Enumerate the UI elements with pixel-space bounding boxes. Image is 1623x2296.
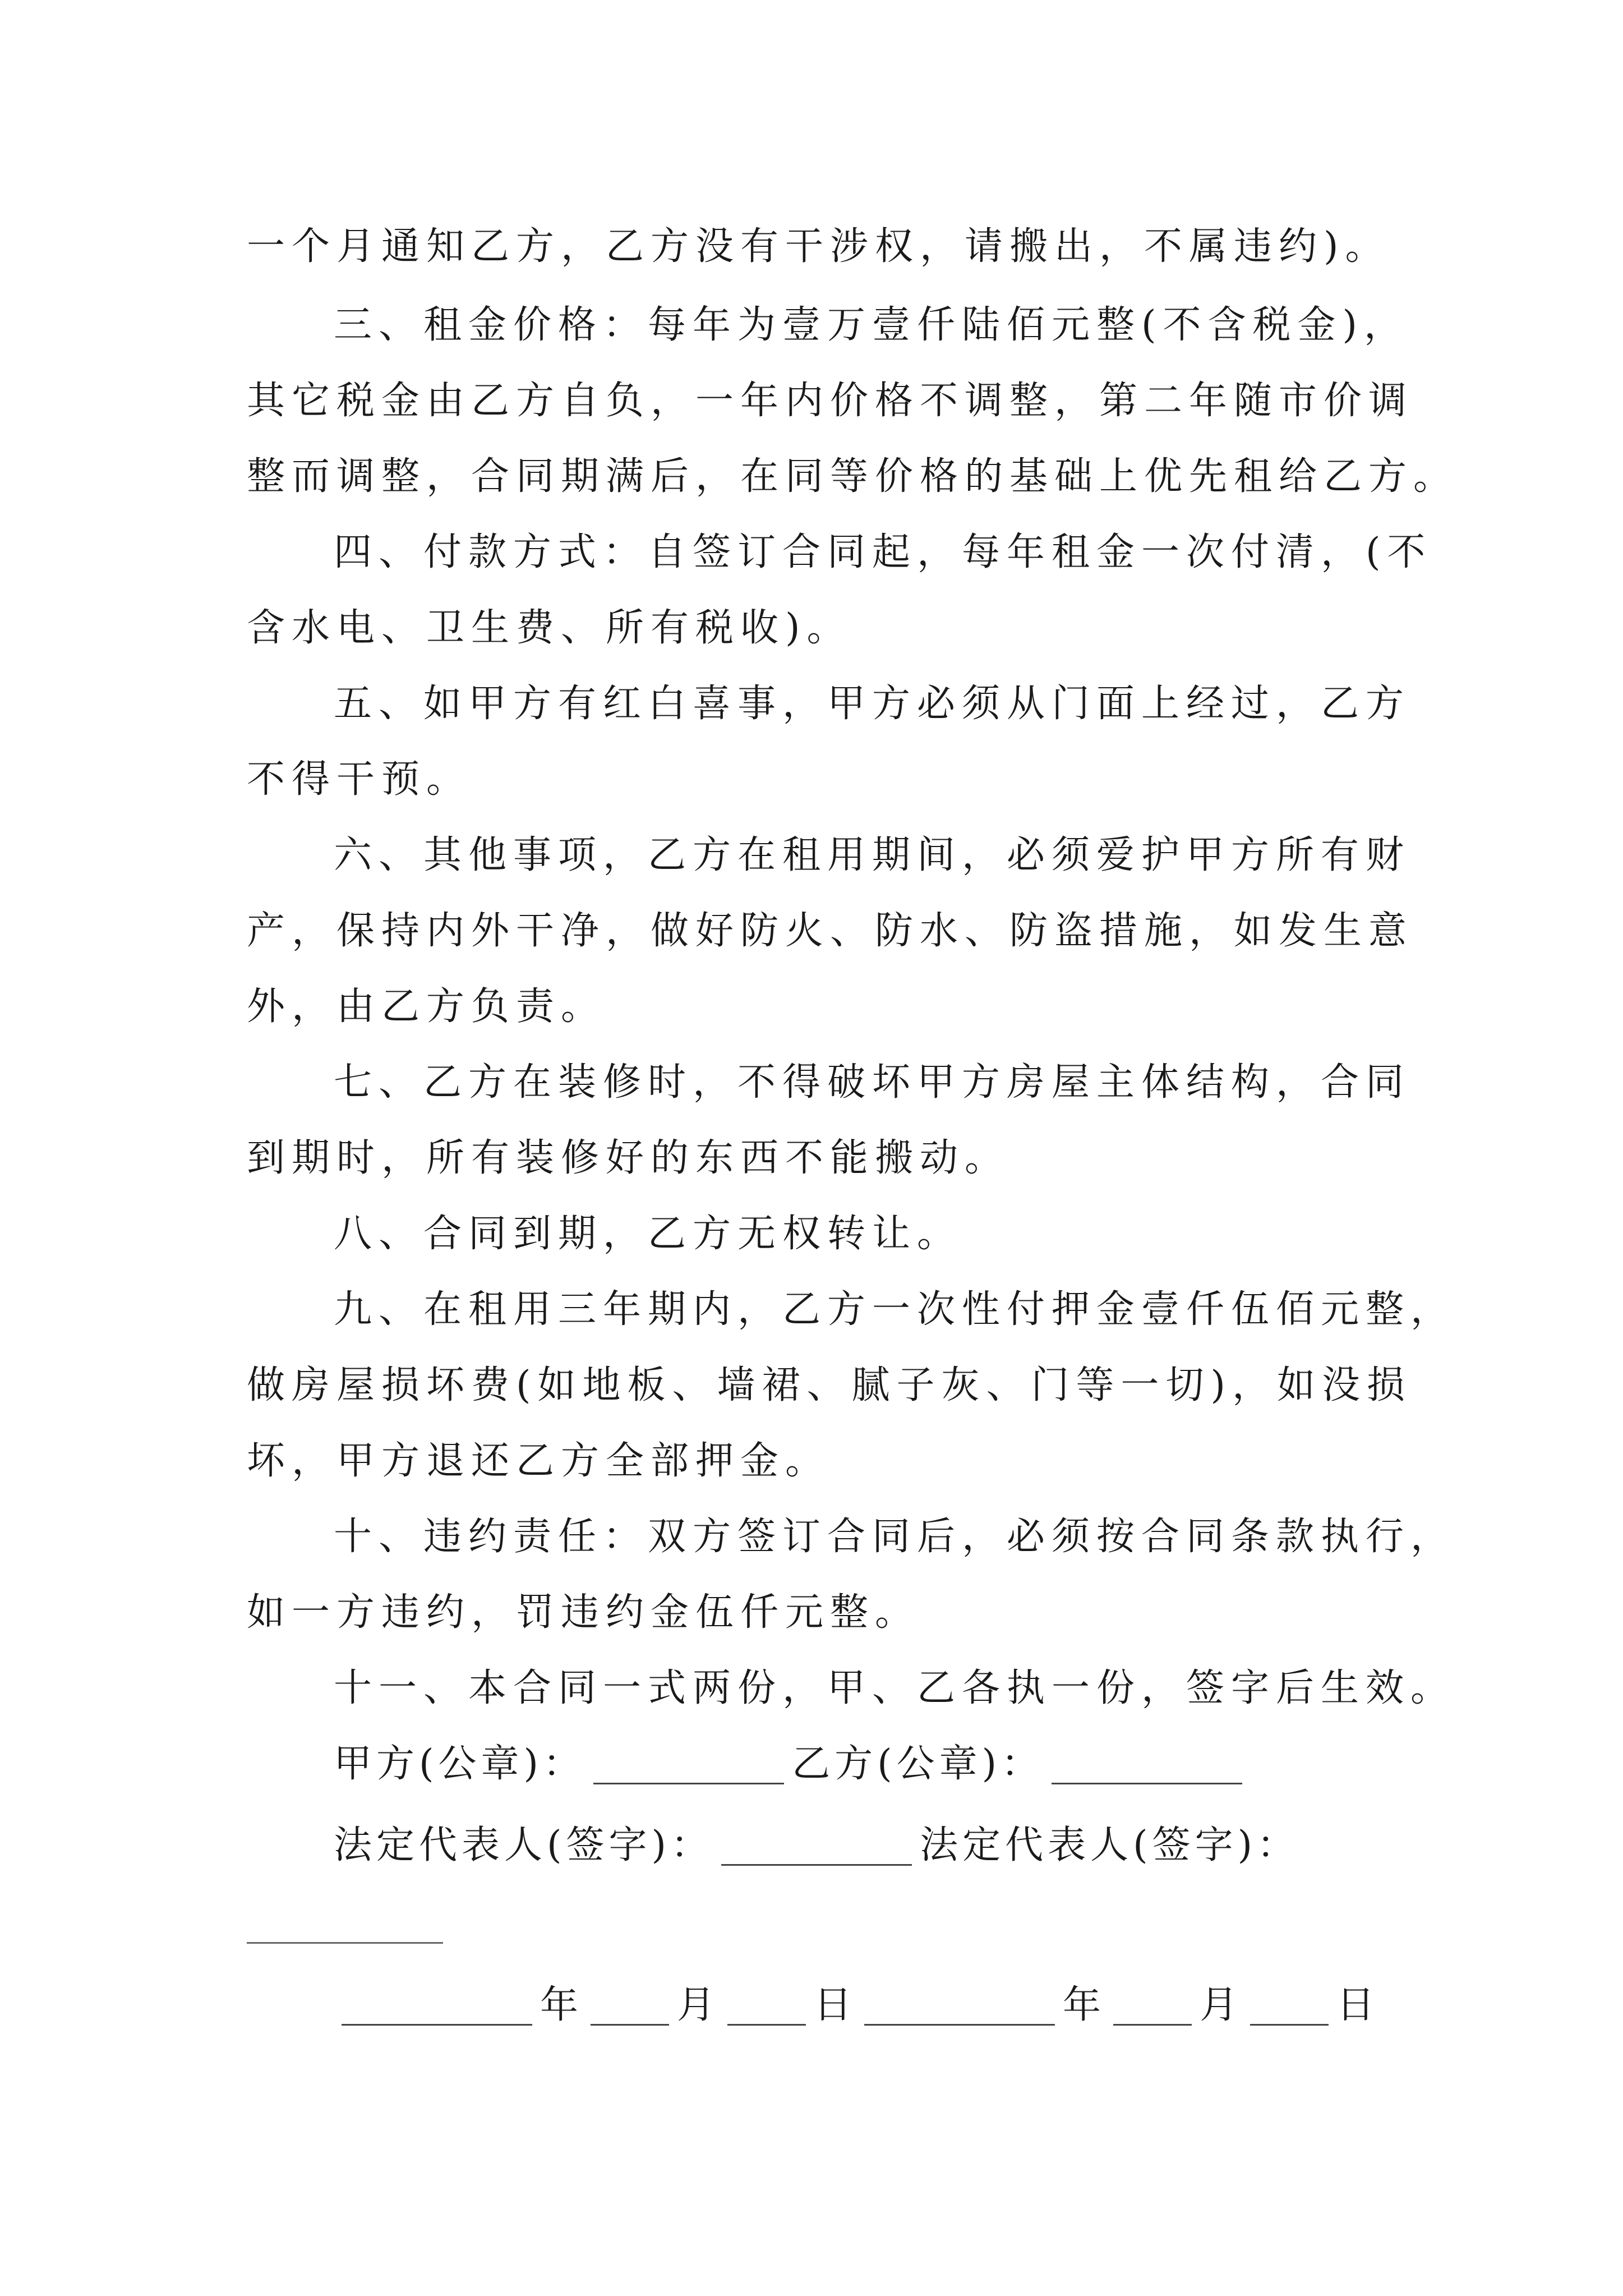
date-b-day-label: 日: [1336, 1983, 1380, 2027]
date-a-month-label: 月: [677, 1983, 720, 2027]
party-b-seal-label: 乙方(公章)：: [792, 1742, 1044, 1786]
rep-a-blank[interactable]: [721, 1825, 912, 1866]
clause-7-renovation: 七、乙方在装修时，不得破坏甲方房屋主体结构，合同: [334, 1060, 1411, 1105]
clause-text-line: 产，保持内外干净，做好防火、防水、防盗措施，如发生意: [247, 909, 1414, 953]
clause-9-deposit: 九、在租用三年期内，乙方一次性付押金壹仟伍佰元整，: [334, 1287, 1456, 1332]
date-b-year-label: 年: [1063, 1983, 1106, 2027]
party-a-seal-blank[interactable]: [593, 1743, 784, 1784]
date-b-year-blank[interactable]: [864, 1985, 1055, 2026]
representative-row: [334, 1818, 1299, 1874]
clause-10-liability: 十、违约责任：双方签订合同后，必须按合同条款执行，: [334, 1515, 1456, 1559]
clause-text-line: 外，由乙方负责。: [247, 984, 606, 1029]
party-b-seal-blank[interactable]: [1052, 1743, 1242, 1784]
clause-text-line: 其它税金由乙方自负，一年内价格不调整，第二年随市价调: [247, 379, 1414, 423]
date-a-year-blank[interactable]: [342, 1985, 532, 2026]
clause-text-line: 含水电、卫生费、所有税收)。: [247, 606, 852, 650]
clause-text-line: 整而调整，合同期满后，在同等价格的基础上优先租给乙方。: [247, 454, 1459, 499]
clause-text-line: 如一方违约，罚违约金伍仟元整。: [247, 1590, 920, 1635]
clause-text-line: 坏，甲方退还乙方全部押金。: [247, 1439, 831, 1483]
clause-text-line: 到期时，所有装修好的东西不能搬动。: [247, 1136, 1010, 1180]
clause-4-payment: 四、付款方式：自签订合同起，每年租金一次付清，(不: [334, 530, 1432, 574]
rep-a-label: 法定代表人(签字)：: [334, 1823, 714, 1867]
date-a-month-blank[interactable]: [591, 1985, 669, 2026]
clause-6-other: 六、其他事项，乙方在租用期间，必须爱护甲方所有财: [334, 833, 1411, 877]
rep-b-label: 法定代表人(签字)：: [920, 1823, 1300, 1867]
rep-b-blank[interactable]: [247, 1942, 443, 1944]
date-b-month-label: 月: [1200, 1983, 1243, 2027]
clause-5-events: 五、如甲方有红白喜事，甲方必须从门面上经过，乙方: [334, 682, 1411, 726]
date-a-day-blank[interactable]: [727, 1985, 806, 2026]
clause-text-line: 做房屋损坏费(如地板、墙裙、腻子灰、门等一切)，如没损: [247, 1363, 1412, 1407]
party-a-seal-label: 甲方(公章)：: [334, 1742, 586, 1786]
clause-11-copies: 十一、本合同一式两份，甲、乙各执一份，签字后生效。: [334, 1666, 1456, 1710]
seal-row: [334, 1736, 1250, 1792]
clause-8-transfer: 八、合同到期，乙方无权转让。: [334, 1212, 962, 1256]
clause-text-line: 一个月通知乙方，乙方没有干涉权，请搬出，不属违约)。: [247, 224, 1390, 269]
date-row: [334, 1977, 1379, 2033]
clause-text-line: 不得干预。: [247, 757, 472, 802]
date-b-month-blank[interactable]: [1113, 1985, 1192, 2026]
date-a-day-label: 日: [814, 1983, 857, 2027]
date-a-year-label: 年: [540, 1983, 583, 2027]
date-b-day-blank[interactable]: [1250, 1985, 1329, 2026]
clause-3-rent-price: 三、租金价格：每年为壹万壹仟陆佰元整(不含税金)，: [334, 303, 1409, 347]
